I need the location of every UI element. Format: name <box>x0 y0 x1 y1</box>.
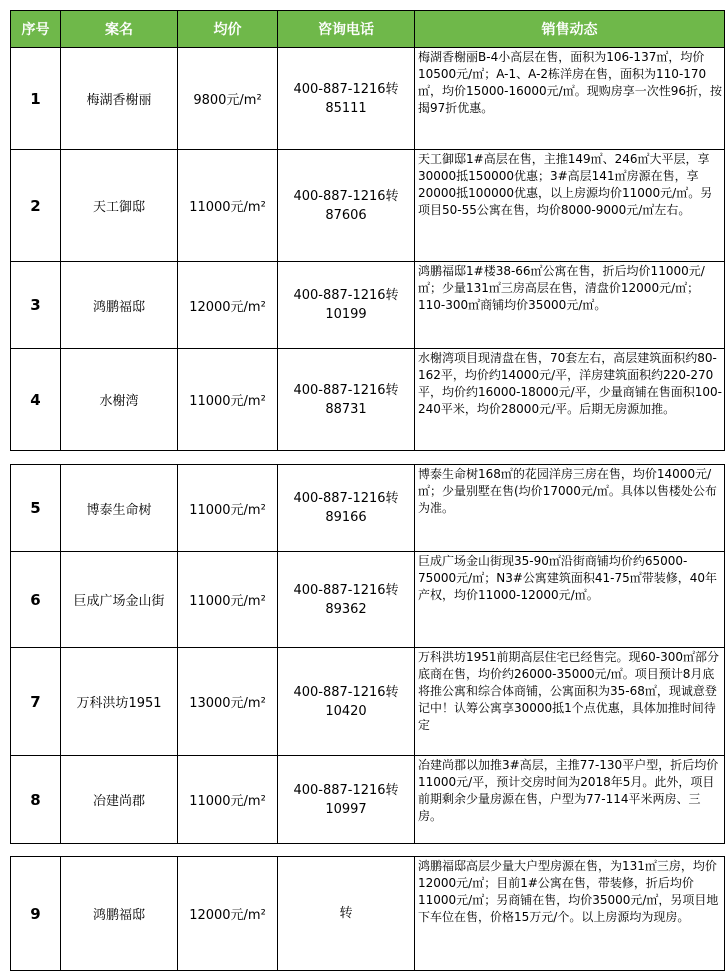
table-row <box>11 349 725 451</box>
row-phone <box>278 648 415 756</box>
row-no: 8 <box>11 756 61 844</box>
row-no: 6 <box>11 552 61 648</box>
phone-line-2: 89362 <box>325 601 367 617</box>
row-price: 11000元/m² <box>178 349 278 451</box>
phone-line-1: 400-887-1216转 <box>293 684 399 700</box>
phone-line-1: 400-887-1216转 <box>293 382 399 398</box>
row-news: 巨成广场金山街现35-90㎡沿街商铺均价约65000-75000元/㎡；N3#公寓建筑面积41-75㎡带装修，40年产权，均价11000-12000元/㎡。 <box>415 552 725 648</box>
row-name: 天工御邸 <box>61 150 178 262</box>
sales-table-block-2 <box>10 464 725 844</box>
row-news: 冶建尚郡以加推3#高层，主推77-130平户型，折后均价11000元/平，预计交房时间为2018年5月。此外，项目前期剩余少量房源在售，户型为77-114平米两房、三房。 <box>415 756 725 844</box>
phone-line-2: 85111 <box>325 100 367 116</box>
row-price: 11000元/m² <box>178 756 278 844</box>
row-price: 12000元/m² <box>178 857 278 971</box>
row-news: 水榭湾项目现清盘在售，70套左右，高层建筑面积约80-162平，均价约14000元/平，洋房建筑面积约220-270平，均价约16000-18000元/平，少量商铺在售面积100-240平米，均价28000元/平。后期无房源加推。 <box>415 349 725 451</box>
header-phone: 咨询电话 <box>278 11 415 48</box>
row-phone <box>278 349 415 451</box>
row-news: 天工御邸1#高层在售，主推149㎡、246㎡大平层，享30000抵150000优惠；3#高层141㎡房源在售，享20000抵100000优惠，以上房源均价11000元/㎡。另项目50-55公寓在售，均价8000-9000元/㎡左右。 <box>415 150 725 262</box>
row-news: 鸿鹏福邸高层少量大户型房源在售，为131㎡三房，均价12000元/㎡；目前1#公寓在售，带装修，折后均价11000元/㎡；另商铺在售，均价35000元/㎡，另项目地下车位在售，价格15万元/个。以上房源均为现房。 <box>415 857 725 971</box>
phone-line-2: 89166 <box>325 510 367 525</box>
row-price: 11000元/m² <box>178 552 278 648</box>
row-news: 梅湖香榭丽B-4小高层在售，面积为106-137㎡，均价10500元/㎡；A-1、A-2栋洋房在售，面积为110-170㎡，均价15000-16000元/㎡。现购房享一次性96折，按揭97折优惠。 <box>415 48 725 150</box>
row-no: 3 <box>11 262 61 349</box>
row-phone <box>278 857 415 971</box>
row-phone <box>278 48 415 150</box>
phone-line-1: 400-887-1216转 <box>293 782 399 798</box>
row-phone <box>278 465 415 552</box>
row-no: 2 <box>11 150 61 262</box>
row-no: 9 <box>11 857 61 971</box>
row-name: 冶建尚郡 <box>61 756 178 844</box>
row-name: 水榭湾 <box>61 349 178 451</box>
row-price: 12000元/m² <box>178 262 278 349</box>
row-name: 梅湖香榭丽 <box>61 48 178 150</box>
table-row <box>11 648 725 756</box>
sales-table-block-1 <box>10 10 725 451</box>
phone-line-2: 88731 <box>325 401 367 417</box>
table-row <box>11 857 725 971</box>
sales-table-block-3 <box>10 856 725 971</box>
phone-line-1: 400-887-1216转 <box>293 188 399 204</box>
table-row <box>11 150 725 262</box>
phone-line-1: 400-887-1216转 <box>293 81 399 97</box>
row-news: 博泰生命树168㎡的花园洋房三房在售，均价14000元/㎡；少量别墅在售(均价17000元/㎡。具体以售楼处公布为准。 <box>415 465 725 552</box>
phone-line-1: 400-887-1216转 <box>293 491 399 506</box>
row-price: 13000元/m² <box>178 648 278 756</box>
row-name: 鸿鹏福邸 <box>61 857 178 971</box>
row-no: 1 <box>11 48 61 150</box>
header-news: 销售动态 <box>415 11 725 48</box>
row-phone <box>278 262 415 349</box>
row-no: 7 <box>11 648 61 756</box>
row-phone <box>278 552 415 648</box>
phone-line-2: 87606 <box>325 207 367 223</box>
row-news: 万科洪坊1951前期高层住宅已经售完。现60-300㎡部分底商在售，均价约26000-35000元/㎡。项目预计8月底将推公寓和综合体商铺，公寓面积为35-68㎡，现诚意登记中！认筹公寓享30000抵1个点优惠，具体加推时间待定 <box>415 648 725 756</box>
row-news: 鸿鹏福邸1#楼38-66㎡公寓在售，折后均价11000元/㎡；少量131㎡三房高层在售，清盘价12000元/㎡；110-300㎡商铺均价35000元/㎡。 <box>415 262 725 349</box>
table-row <box>11 756 725 844</box>
row-price: 11000元/m² <box>178 465 278 552</box>
header-no: 序号 <box>11 11 61 48</box>
phone-line-1: 转 <box>339 906 353 921</box>
header-name: 案名 <box>61 11 178 48</box>
phone-line-1: 400-887-1216转 <box>293 582 399 598</box>
row-no: 5 <box>11 465 61 552</box>
row-phone <box>278 756 415 844</box>
row-no: 4 <box>11 349 61 451</box>
row-price: 11000元/m² <box>178 150 278 262</box>
phone-line-2: 10420 <box>325 703 367 719</box>
row-name: 鸿鹏福邸 <box>61 262 178 349</box>
table-row <box>11 552 725 648</box>
row-name: 巨成广场金山街 <box>61 552 178 648</box>
header-price: 均价 <box>178 11 278 48</box>
row-phone <box>278 150 415 262</box>
phone-line-2: 10199 <box>325 307 367 322</box>
table-header-row <box>11 11 725 48</box>
table-row <box>11 465 725 552</box>
table-row <box>11 262 725 349</box>
phone-line-1: 400-887-1216转 <box>293 288 399 303</box>
row-name: 万科洪坊1951 <box>61 648 178 756</box>
row-price: 9800元/m² <box>178 48 278 150</box>
row-name: 博泰生命树 <box>61 465 178 552</box>
table-row <box>11 48 725 150</box>
phone-line-2: 10997 <box>325 801 367 817</box>
